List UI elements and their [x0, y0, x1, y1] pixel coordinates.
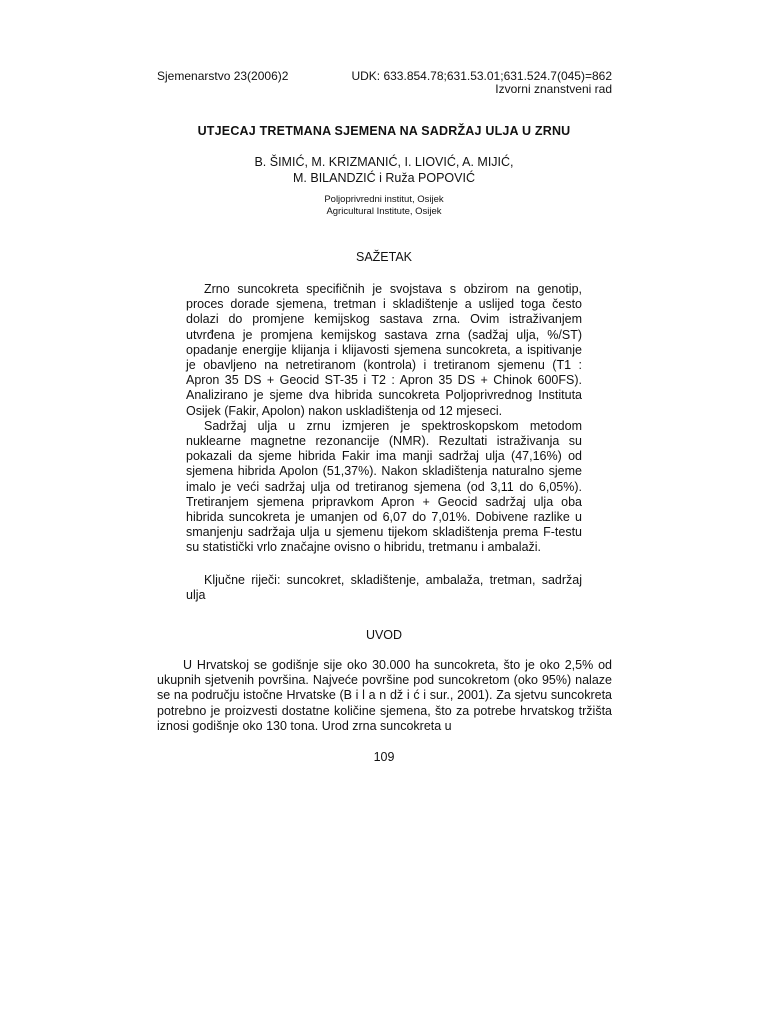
introduction-heading: UVOD: [365, 628, 403, 642]
abstract-body: [186, 282, 582, 556]
abstract-paragraph-1: Zrno suncokreta specifičnih je svojstava s obzirom na genotip, proces dorade sjemena, tretman i skladištenje a uslijed toga često dolazi do promjene kemijskog sastava zrna. Ovim istraživanjem utvrđena je promjena kemijskog sastava zrna (sadžaj ulja, %/ST) opadanje energije klijanja i klijavosti sjemena suncokreta, a ispitivanje je obavljeno na netretiranom (kontrola) i tretiranom sjemenu (T1 : Apron 35 DS + Geocid ST-35 i T2 : Apron 35 DS + Chinok 600FS). Analizirano je sjeme dva hibrida suncokreta Poljoprivrednog Instituta Osijek (Fakir, Apolon) nakon uskladištenja od 12 mjeseci.: [186, 282, 582, 418]
institution: [100, 194, 668, 218]
page-number: 109: [373, 750, 395, 764]
abstract-heading: SAŽETAK: [355, 250, 413, 264]
article-type: Izvorni znanstveni rad: [495, 82, 612, 96]
keywords: [186, 573, 582, 603]
institution-line-2: Agricultural Institute, Osijek: [326, 206, 442, 217]
introduction-body: [157, 658, 612, 734]
introduction-paragraph: U Hrvatskoj se godišnje sije oko 30.000 ha suncokreta, što je oko 2,5% od ukupnih sjetvenih površina. Najveće površine pod suncokretom (oko 95%) nalaze se na području istočne Hrvatske (B i l a n dž i ć i sur., 2001). Za sjetvu suncokreta potrebno je proizvesti dostatne količine sjemena, što za potrebe hrvatskog tržišta iznosi godišnje oko 130 tona. Urod zrna suncokreta u: [157, 658, 612, 733]
authors-line-2: M. BILANDZIĆ i Ruža POPOVIĆ: [293, 171, 475, 185]
authors-line-1: B. ŠIMIĆ, M. KRIZMANIĆ, I. LIOVIĆ, A. MIJIĆ,: [254, 155, 514, 169]
abstract-paragraph-2: Sadržaj ulja u zrnu izmjeren je spektroskopskom metodom nuklearne magnetne rezonancije (NMR). Rezultati istraživanja su pokazali da sjeme hibrida Fakir ima manji sadržaj ulja (47,16%) od sjemena hibrida Apolon (51,37%). Nakon skladištenja naturalno sjeme imalo je veći sadržaj ulja od tretiranog sjemena (od 3,11 do 6,05%). Tretiranjem sjemena pripravkom Apron + Geocid sadržaj ulja oba hibrida suncokreta je umanjen od 6,07 do 7,01%. Dobivene razlike u smanjenju sadržaja ulja u sjemenu tijekom skladištenja prema F-testu su statistički vrlo značajne ovisno o hibridu, tretmanu i ambalaži.: [186, 418, 582, 555]
udk-code: UDK: 633.854.78;631.53.01;631.524.7(045)=862: [351, 69, 612, 83]
institution-line-1: Poljoprivredni institut, Osijek: [324, 194, 444, 205]
author-list: [100, 154, 668, 186]
journal-citation: Sjemenarstvo 23(2006)2: [157, 69, 289, 83]
keywords-text: Ključne riječi: suncokret, skladištenje, ambalaža, tretman, sadržaj ulja: [186, 573, 582, 603]
paper-title: UTJECAJ TRETMANA SJEMENA NA SADRŽAJ ULJA U ZRNU: [197, 124, 571, 138]
